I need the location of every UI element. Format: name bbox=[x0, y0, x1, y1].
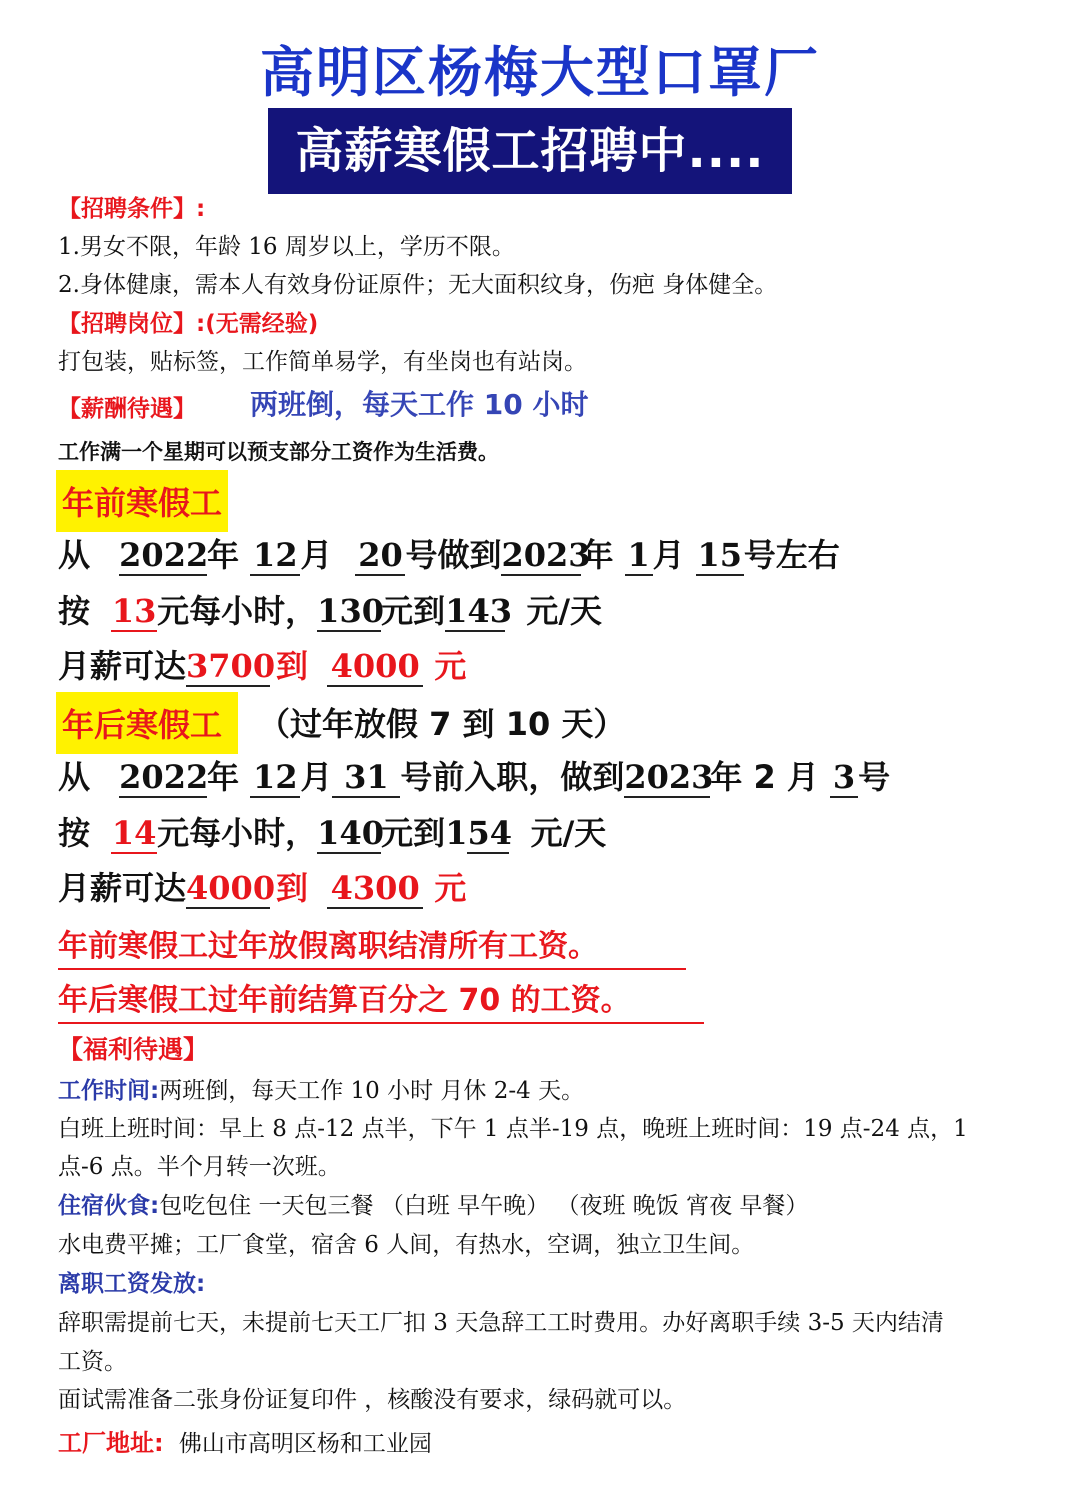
end-suffix: 号左右 bbox=[743, 536, 840, 574]
end-month: 1 bbox=[625, 536, 653, 576]
address-row bbox=[58, 1423, 432, 1458]
salary-heading: 【薪酬待遇】 bbox=[58, 396, 196, 422]
post-holiday-dates bbox=[58, 752, 890, 798]
post-daily-max-b: 54 bbox=[467, 814, 512, 852]
lodging-label: 住宿伙食: bbox=[58, 1193, 160, 1219]
advance-pay-note: 工作满一个星期可以预支部分工资作为生活费。 bbox=[58, 440, 499, 464]
year-text-4: 年 bbox=[710, 758, 743, 796]
pre-holiday-dates bbox=[58, 530, 840, 576]
positions-heading: 【招聘岗位】:(无需经验) bbox=[58, 311, 319, 337]
start-day: 20 bbox=[355, 536, 405, 576]
start-year: 2022 bbox=[119, 536, 209, 574]
yuan-text: 元 bbox=[434, 647, 467, 685]
schedule-line-1: 白班上班时间：早上 8 点-12 点半，下午 1 点半-19 点，晚班上班时间：19 点-24 点，1 bbox=[58, 1116, 968, 1142]
schedule-line-2: 点-6 点。半个月转一次班。 bbox=[58, 1154, 341, 1180]
hourly-rate: 13 bbox=[111, 592, 157, 630]
year-text: 年 bbox=[207, 536, 240, 574]
per-day-text-2: 元/天 bbox=[530, 814, 607, 852]
resign-label: 离职工资发放: bbox=[58, 1271, 206, 1297]
post-daily-min: 140 bbox=[317, 814, 384, 852]
month-text-2: 月 bbox=[652, 536, 685, 574]
monthly-prefix: 月薪可达 bbox=[58, 647, 187, 685]
post-monthly-min: 4000 bbox=[186, 869, 276, 907]
daily-min: 130 bbox=[317, 592, 384, 630]
to-text-2: 到 bbox=[276, 869, 309, 907]
year-text-3: 年 bbox=[207, 758, 240, 796]
from-text-2: 从 bbox=[58, 758, 91, 796]
yuan-to-text-2: 元到 bbox=[381, 814, 446, 852]
post-start-year: 2022 bbox=[119, 758, 209, 796]
month-text-3: 月 bbox=[300, 758, 333, 796]
requirement-line-1: 1.男女不限，年龄 16 周岁以上，学历不限。 bbox=[58, 234, 515, 260]
post-daily-max-a: 1 bbox=[445, 814, 468, 852]
end-day: 15 bbox=[697, 536, 743, 574]
work-time-row bbox=[58, 1072, 584, 1105]
end-year: 2023 bbox=[501, 536, 591, 574]
per-hour-text-2: 元每小时， bbox=[157, 814, 318, 852]
pre-holiday-rate bbox=[58, 586, 602, 632]
positions-line: 打包装，贴标签，工作简单易学，有坐岗也有站岗。 bbox=[58, 349, 587, 375]
monthly-min: 3700 bbox=[186, 647, 276, 685]
post-monthly-max: 4300 bbox=[327, 869, 423, 909]
do-to-text: 号做到 bbox=[405, 536, 502, 574]
page-title: 高明区杨梅大型口罩厂 bbox=[260, 41, 820, 104]
resign-line-1: 辞职需提前七天，未提前七天工厂扣 3 天急辞工工时费用。办好离职手续 3-5 天内结清 bbox=[58, 1310, 944, 1336]
benefits-heading: 【福利待遇】 bbox=[58, 1035, 209, 1064]
interview-line: 面试需准备二张身份证复印件 ，核酸没有要求，绿码就可以。 bbox=[58, 1387, 687, 1413]
post-holiday-label: 年后寒假工 bbox=[56, 692, 238, 754]
yuan-text-2: 元 bbox=[434, 869, 467, 907]
lodging-text: 包吃包住 一天包三餐 （白班 早午晚） （夜班 晚饭 宵夜 早餐） bbox=[159, 1193, 809, 1219]
per-day-text: 元/天 bbox=[526, 592, 603, 630]
utilities-line: 水电费平摊；工厂食堂，宿舍 6 人间，有热水，空调，独立卫生间。 bbox=[58, 1232, 755, 1258]
by-text: 按 bbox=[58, 592, 91, 630]
holiday-note: （过年放假 7 到 10 天） bbox=[258, 705, 626, 743]
month-text: 月 bbox=[300, 536, 333, 574]
post-end-year: 2023 bbox=[624, 758, 714, 796]
from-text: 从 bbox=[58, 536, 91, 574]
resign-line-2: 工资。 bbox=[58, 1349, 127, 1375]
recruiting-banner: 高薪寒假工招聘中.... bbox=[268, 108, 792, 194]
hao-text: 号 bbox=[858, 758, 891, 796]
post-start-month: 12 bbox=[250, 758, 300, 798]
post-end-day: 3 bbox=[830, 758, 858, 798]
notice-pre-holiday: 年前寒假工过年放假离职结清所有工资。 bbox=[58, 921, 686, 970]
work-time-text: 两班倒，每天工作 10 小时 月休 2-4 天。 bbox=[159, 1078, 585, 1104]
post-end-month: 2 bbox=[753, 758, 776, 796]
yuan-to-text: 元到 bbox=[381, 592, 446, 630]
requirements-heading: 【招聘条件】: bbox=[58, 196, 206, 222]
pre-holiday-label-wrap bbox=[56, 470, 228, 532]
address-label: 工厂地址: bbox=[58, 1429, 164, 1457]
per-hour-text: 元每小时， bbox=[157, 592, 318, 630]
shift-info: 两班倒，每天工作 10 小时 bbox=[250, 388, 589, 421]
to-text: 到 bbox=[276, 647, 309, 685]
post-holiday-label-wrap bbox=[56, 692, 238, 754]
start-month: 12 bbox=[250, 536, 300, 576]
address-value: 佛山市高明区杨和工业园 bbox=[178, 1431, 432, 1457]
post-holiday-monthly bbox=[58, 863, 466, 909]
pre-holiday-monthly bbox=[58, 641, 466, 687]
by-text-2: 按 bbox=[58, 814, 91, 852]
notice-post-holiday: 年后寒假工过年前结算百分之 70 的工资。 bbox=[58, 975, 704, 1024]
post-hourly-rate: 14 bbox=[111, 814, 157, 852]
monthly-prefix-2: 月薪可达 bbox=[58, 869, 187, 907]
lodging-row bbox=[58, 1187, 808, 1220]
requirement-line-2: 2.身体健康，需本人有效身份证原件；无大面积纹身，伤疤 身体健全。 bbox=[58, 272, 778, 298]
month-text-4: 月 bbox=[786, 758, 819, 796]
pre-holiday-label: 年前寒假工 bbox=[56, 470, 228, 532]
year-text-2: 年 bbox=[581, 536, 614, 574]
join-text: 号前入职，做到 bbox=[400, 758, 625, 796]
daily-max: 143 bbox=[445, 592, 512, 630]
monthly-max: 4000 bbox=[327, 647, 423, 687]
post-holiday-rate bbox=[58, 808, 606, 854]
work-time-label: 工作时间: bbox=[58, 1078, 160, 1104]
post-start-day: 31 bbox=[332, 758, 400, 798]
